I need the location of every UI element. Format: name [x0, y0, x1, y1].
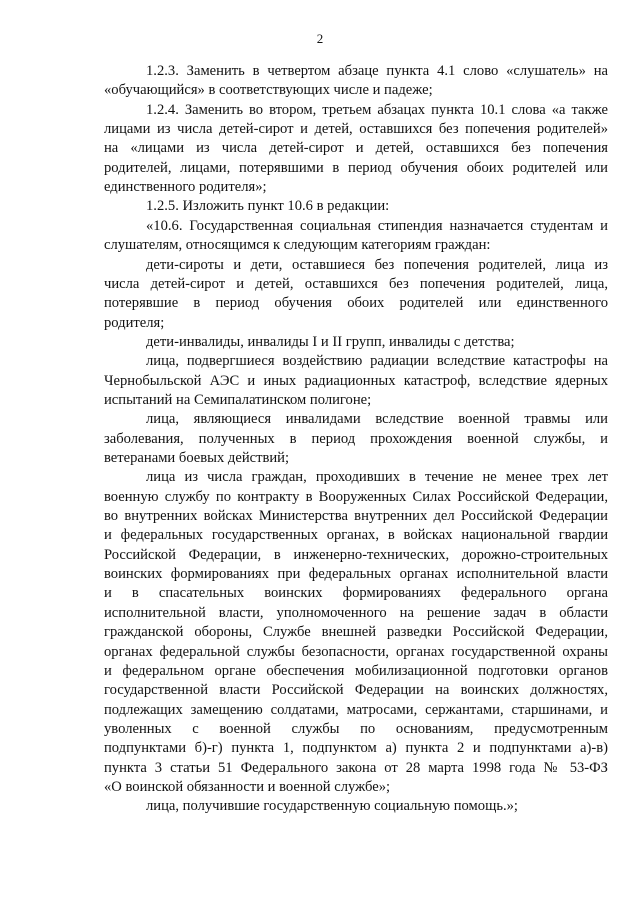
text-line: ветеранами боевых действий;: [104, 450, 290, 466]
text-line: во внутренних войсках Министерства внутренних дел Российской Федерации: [104, 508, 608, 524]
text-line: органах федеральной службы безопасности, органах государственной охраны: [104, 644, 608, 660]
text-line: 1.2.4. Заменить во втором, третьем абзацах пункта 10.1 слова «а также: [146, 102, 608, 118]
page-number: 2: [316, 31, 324, 46]
text-line: числа детей-сирот и детей, оставшихся без попечения родителей, лица,: [104, 276, 608, 292]
text-line: «обучающийся» в соответствующих числе и падеже;: [104, 82, 433, 98]
text-line: военную службу по контракту в Вооруженных Силах Российской Федерации,: [104, 489, 608, 505]
text-line: родителя;: [104, 315, 165, 331]
text-line: родителей, лицами, потерявшими в период обучения обоих родителей или: [104, 160, 608, 176]
text-line: лица, являющиеся инвалидами вследствие военной травмы или: [146, 411, 608, 427]
text-line: Чернобыльской АЭС и иных радиационных катастроф, вследствие ядерных: [104, 373, 608, 389]
text-line: 1.2.5. Изложить пункт 10.6 в редакции:: [146, 198, 390, 214]
text-line: гражданской обороны, Службе внешней разведки Российской Федерации,: [104, 624, 608, 640]
text-line: испытаний на Семипалатинском полигоне;: [104, 392, 372, 408]
text-line: единственного родителя»;: [104, 179, 267, 195]
text-line: лицами из числа детей-сирот и детей, оставшихся без попечения родителей»: [104, 121, 608, 137]
text-line: Российской Федерации, в инженерно-технических, дорожно-строительных: [104, 547, 608, 563]
text-line: воинских формированиях при федеральных органах исполнительной власти: [104, 566, 608, 582]
text-line: лица из числа граждан, проходивших в течение не менее трех лет: [146, 469, 608, 485]
text-line: уволенных с военной службы по основаниям, предусмотренным: [104, 721, 608, 737]
text-line: государственной власти Российской Федерации на воинских должностях,: [104, 682, 608, 698]
text-line: и в спасательных воинских формированиях федерального органа: [104, 585, 608, 601]
text-line: слушателям, относящимся к следующим категориям граждан:: [104, 237, 491, 253]
text-line: подлежащих замещению солдатами, матросами, сержантами, старшинами, и: [104, 702, 608, 718]
text-line: «10.6. Государственная социальная стипендия назначается студентам и: [146, 218, 608, 234]
text-line: заболевания, полученных в период прохождения военной службы, и: [104, 431, 608, 447]
text-line: 1.2.3. Заменить в четвертом абзаце пункта 4.1 слово «слушатель» на: [146, 63, 608, 79]
text-line: на «лицами из числа детей-сирот и детей, оставшихся без попечения: [104, 140, 608, 156]
text-line: и федеральных государственных органах, в войсках национальной гвардии: [104, 527, 608, 543]
text-line: дети-сироты и дети, оставшиеся без попечения родителей, лица из: [146, 257, 608, 273]
text-line: подпунктами б)-г) пункта 1, подпунктом а) пункта 2 и подпунктами а)-в): [104, 740, 608, 756]
text-line: «О воинской обязанности и военной службе»;: [104, 779, 391, 795]
text-line: пункта 3 статьи 51 Федерального закона от 28 марта 1998 года № 53-ФЗ: [104, 760, 608, 776]
text-line: лица, получившие государственную социальную помощь.»;: [146, 798, 518, 814]
text-line: и федеральном органе обеспечения мобилизационной подготовки органов: [104, 663, 608, 679]
text-line: потерявшие в период обучения обоих родителей или единственного: [104, 295, 608, 311]
text-line: дети-инвалиды, инвалиды I и II групп, инвалиды с детства;: [146, 334, 515, 350]
text-line: лица, подвергшиеся воздействию радиации вследствие катастрофы на: [146, 353, 608, 369]
text-line: исполнительной власти, уполномоченного на решение задач в области: [104, 605, 608, 621]
